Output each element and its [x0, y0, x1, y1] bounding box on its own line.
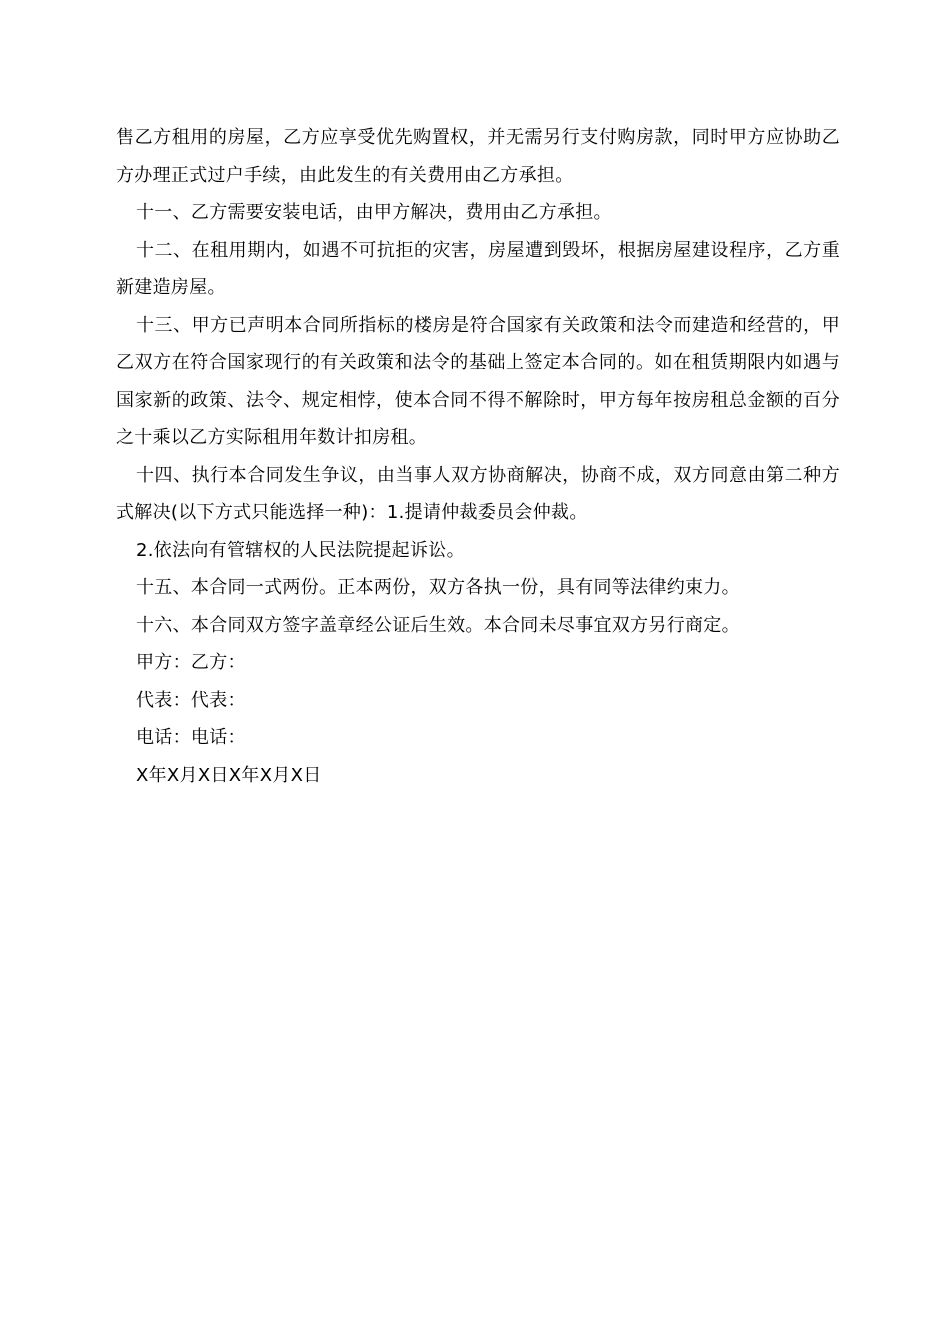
clause-11: 十一、乙方需要安装电话，由甲方解决，费用由乙方承担。 [136, 202, 612, 223]
signature-parties: 甲方：乙方： [136, 652, 246, 673]
signature-dates: X年X月X日X年X月X日 [136, 764, 322, 786]
signature-phones: 电话：电话： [136, 727, 246, 748]
signature-representatives: 代表：代表： [136, 689, 246, 711]
signature-block [116, 644, 840, 794]
clause-16: 十六、本合同双方签字盖章经公证后生效。本合同未尽事宜双方另行商定。 [136, 614, 740, 636]
paragraph-continuation: 售乙方租用的房屋，乙方应享受优先购置权，并无需另行支付购房款，同时甲方应协助乙方办理正式过户手续，由此发生的有关费用由乙方承担。 [116, 127, 840, 186]
clause-14: 十四、执行本合同发生争议，由当事人双方协商解决，协商不成，双方同意由第二种方式解决(以下方式只能选择一种)：1.提请仲裁委员会仲裁。 [116, 464, 840, 523]
clause-15: 十五、本合同一式两份。正本两份，双方各执一份，具有同等法律约束力。 [136, 577, 740, 598]
clause-14-option-2: 2.依法向有管辖权的人民法院提起诉讼。 [136, 539, 465, 561]
document-body [116, 119, 840, 794]
clause-13: 十三、甲方已声明本合同所指标的楼房是符合国家有关政策和法令而建造和经营的，甲乙双方在符合国家现行的有关政策和法令的基础上签定本合同的。如在租赁期限内如遇与国家新的政策、法令、规定相悖，使本合同不得不解除时，甲方每年按房租总金额的百分之十乘以乙方实际租用年数计扣房租。 [116, 314, 840, 448]
clause-12: 十二、在租用期内，如遇不可抗拒的灾害，房屋遭到毁坏，根据房屋建设程序，乙方重新建造房屋。 [116, 239, 840, 298]
